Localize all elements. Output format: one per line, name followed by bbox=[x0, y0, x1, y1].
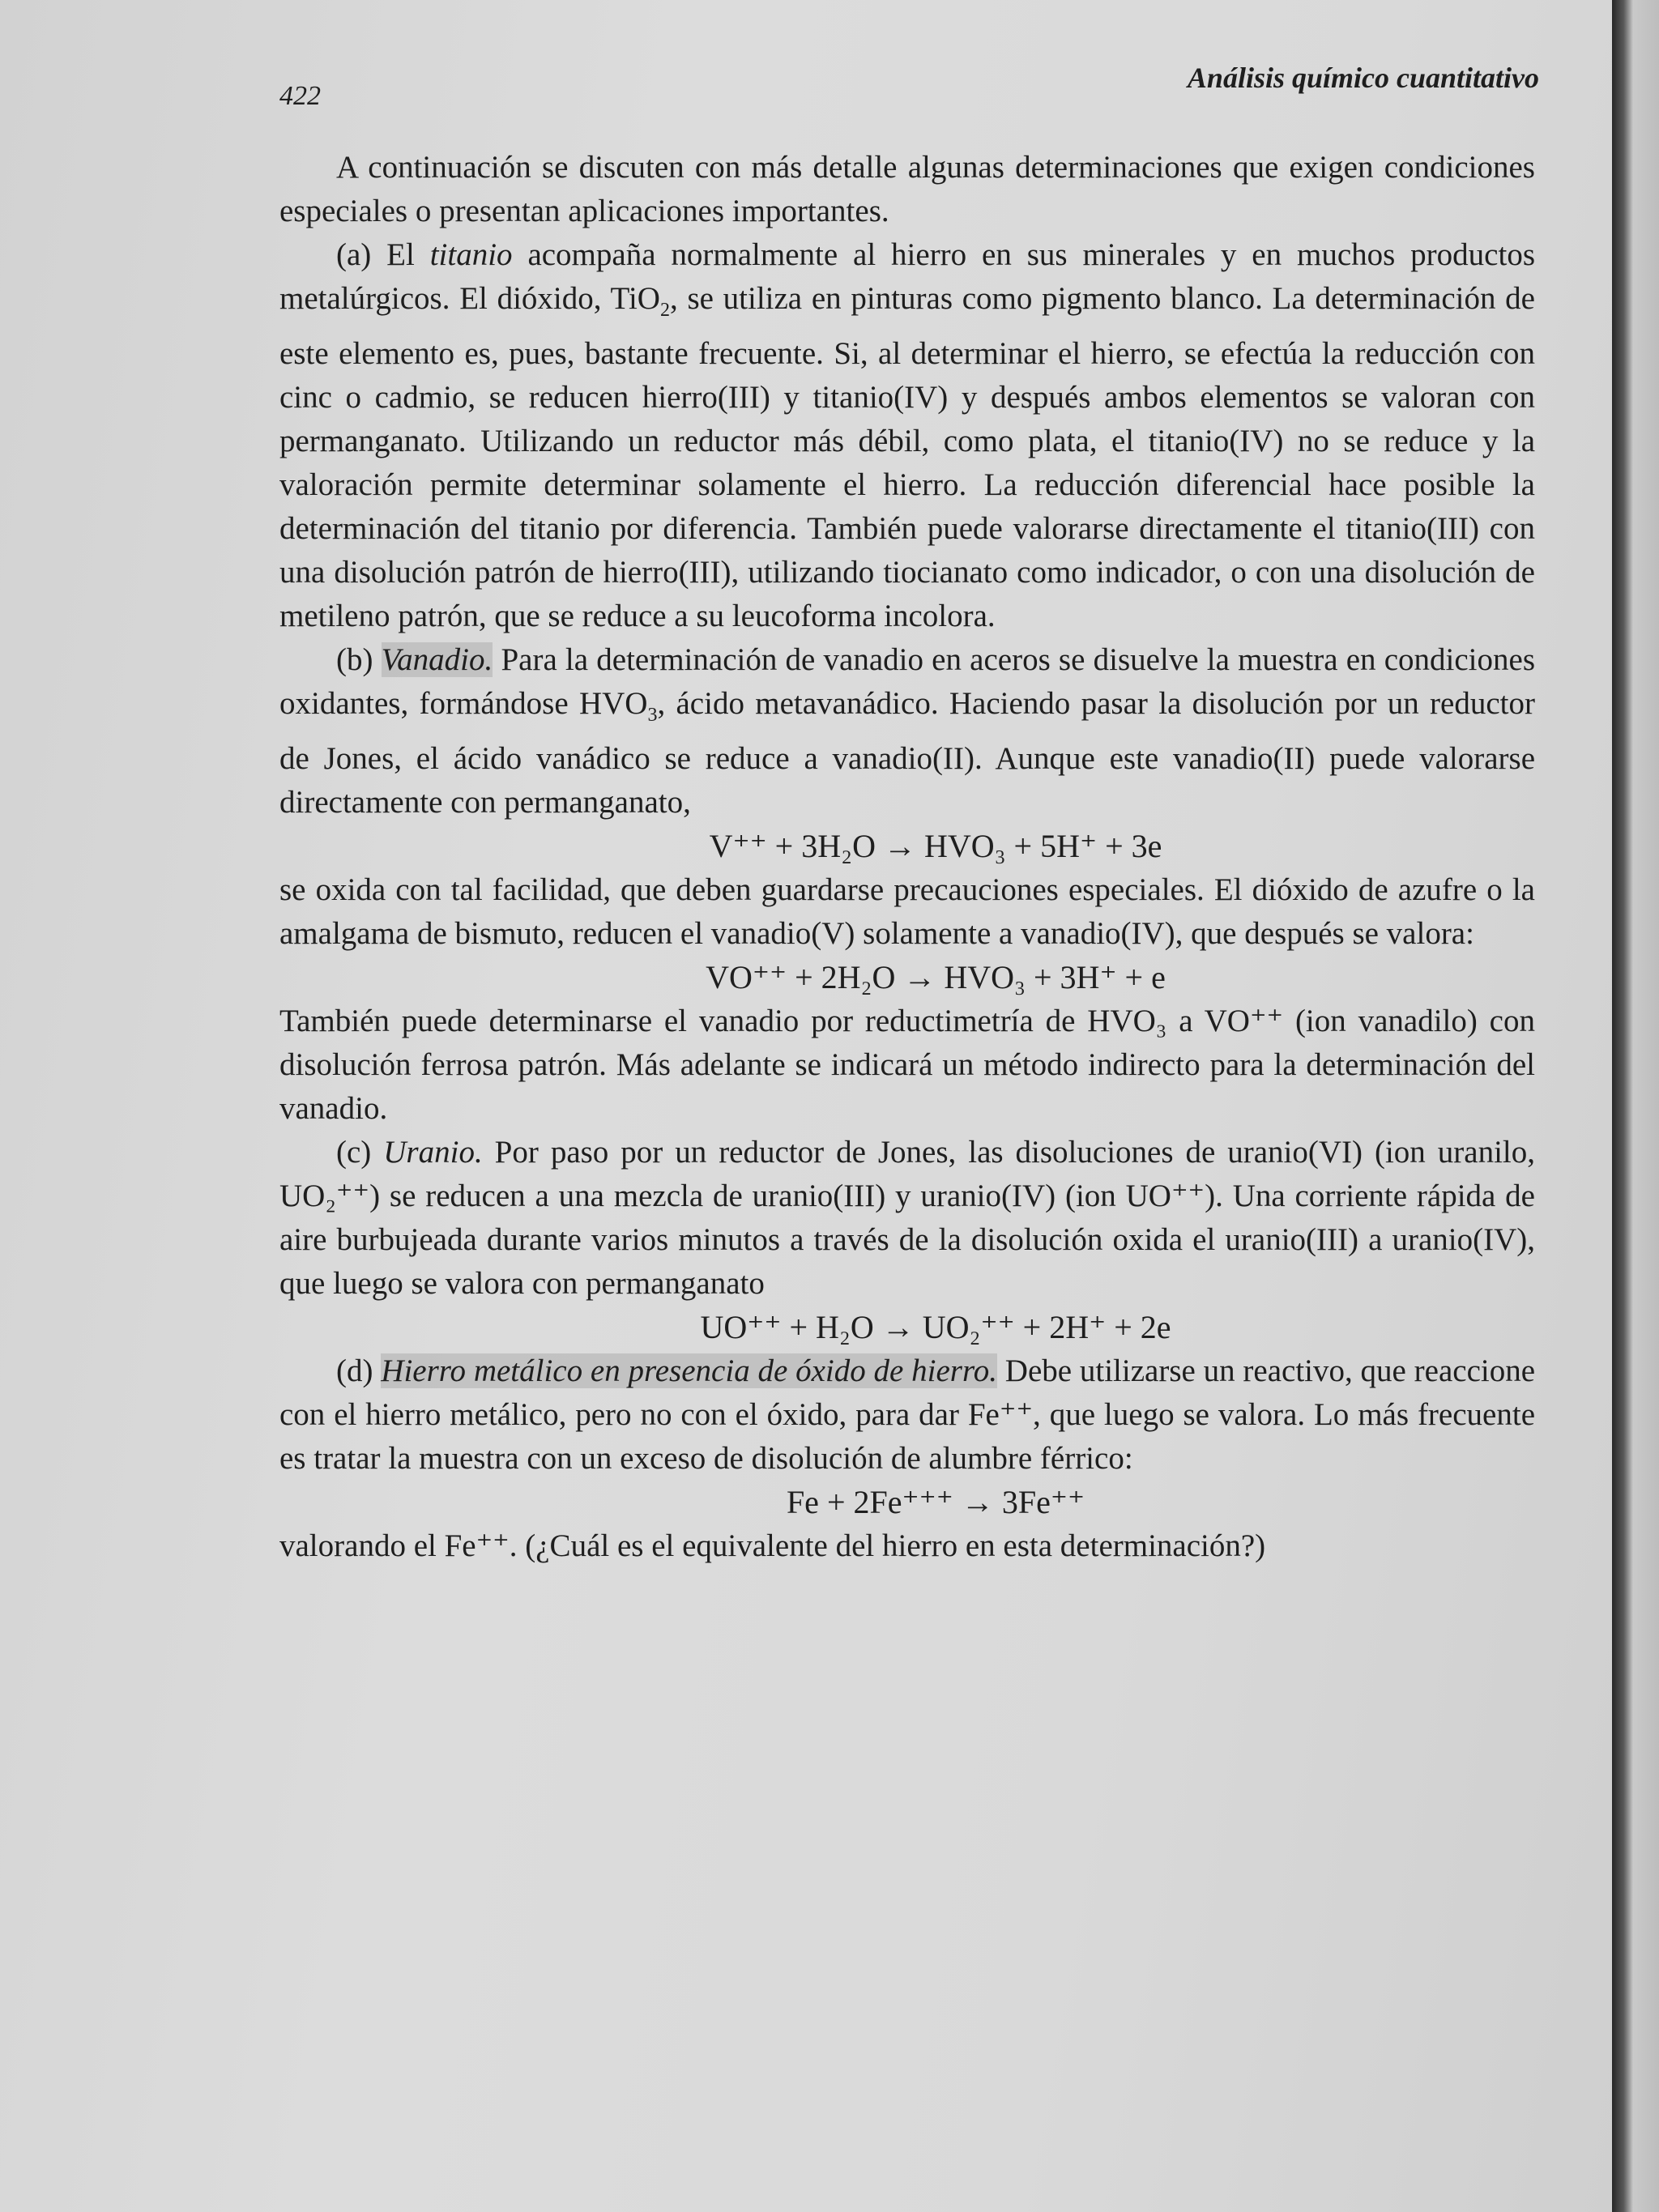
subscript: 3 bbox=[647, 704, 658, 726]
label-b: (b) bbox=[336, 641, 373, 677]
page-header bbox=[279, 57, 1539, 113]
term-vanadio: Vanadio. bbox=[381, 641, 493, 677]
paragraph-a-text-3: , se utiliza en pinturas como pigmento blanco. La determinación de este elemento es, pues, bastante frecuente. Si, al determinar el hierro, se efectúa la reducción con cinc o cadmio, se reducen hierro(III) y titanio(IV) y después ambos elementos se valoran con permanganato. Utilizando un reductor más débil, como plata, el titanio(IV) no se reduce y la valoración permite determinar solamente el hierro. La reducción diferencial hace posible la determinación del titanio por diferencia. También puede valorarse directamente el titanio(III) con una disolución patrón de hierro(III), utilizando tiocianato como indicador, o con una disolución de metileno patrón, que se reduce a su leucoforma incolora. bbox=[279, 281, 1535, 633]
body-text bbox=[279, 146, 1535, 1568]
label-a: (a) bbox=[336, 237, 372, 272]
page-number: 422 bbox=[279, 81, 321, 111]
paragraph-a bbox=[279, 233, 1535, 638]
running-title: Análisis químico cuantitativo bbox=[1187, 62, 1539, 94]
term-titanio: titanio bbox=[429, 237, 513, 272]
intro-paragraph: A continuación se discuten con más detalle algunas determinaciones que exigen condiciones especiales o presentan aplicaciones importantes. bbox=[279, 150, 1535, 228]
paragraph-d-text: Debe utilizarse un reactivo, que reaccione con el hierro metálico, pero no con el óxido, para dar Fe⁺⁺, que luego se valora. Lo más frecuente es tratar la muestra con un exceso de disolución de alumbre férrico: bbox=[279, 1353, 1536, 1476]
equation-4: Fe + 2Fe⁺⁺⁺ → 3Fe⁺⁺ bbox=[786, 1483, 1085, 1520]
paragraph-a-text-2: acompaña normalmente al hierro en sus minerales y en muchos productos metalúrgicos. El dióxido, TiO bbox=[279, 237, 1535, 316]
paragraph-b bbox=[279, 638, 1535, 825]
equation-3: UO⁺⁺ + H₂O → UO₂⁺⁺ + 2H⁺ + 2e bbox=[700, 1308, 1171, 1345]
paragraph-a-text-1: El bbox=[386, 237, 415, 272]
equation-2: VO⁺⁺ + 2H₂O → HVO₃ + 3H⁺ + e bbox=[706, 958, 1166, 995]
paragraph-b-continued: se oxida con tal facilidad, que deben guardarse precauciones especiales. El dióxido de azufre o la amalgama de bismuto, reducen el vanadio(V) solamente a vanadio(IV), que después se valora: bbox=[279, 872, 1535, 951]
paragraph-d bbox=[279, 1349, 1535, 1481]
term-uranio: Uranio. bbox=[383, 1134, 483, 1170]
book-spine bbox=[1612, 0, 1659, 2212]
subscript: 2 bbox=[659, 299, 670, 321]
label-d: (d) bbox=[336, 1353, 373, 1388]
paragraph-d-end: valorando el Fe⁺⁺. (¿Cuál es el equivalente del hierro en esta determinación?) bbox=[279, 1528, 1266, 1563]
equation-1: V⁺⁺ + 3H₂O → HVO₃ + 5H⁺ + 3e bbox=[709, 827, 1162, 864]
paragraph-b-end: También puede determinarse el vanadio por reductimetría de HVO₃ a VO⁺⁺ (ion vanadilo) con disolución ferrosa patrón. Más adelante se indicará un método indirecto para la determinación del vanadio. bbox=[279, 1003, 1535, 1126]
paragraph-c bbox=[279, 1131, 1535, 1306]
paragraph-c-text: Por paso por un reductor de Jones, las disoluciones de uranio(VI) (ion uranilo, UO₂⁺⁺) se reducen a una mezcla de uranio(III) y uranio(IV) (ion UO⁺⁺). Una corriente rápida de aire burbujeada durante varios minutos a través de la disolución oxida el uranio(III) a uranio(IV), que luego se valora con permanganato bbox=[279, 1134, 1535, 1301]
label-c: (c) bbox=[336, 1134, 372, 1170]
paragraph-b-text-1: Para la determinación de vanadio en aceros se disuelve la muestra en condiciones oxidantes, formándose HVO bbox=[279, 641, 1536, 721]
paragraph-b-text-2: , ácido metavanádico. Haciendo pasar la disolución por un reductor de Jones, el ácido vanádico se reduce a vanadio(II). Aunque este vanadio(II) puede valorarse directamente con permanganato, bbox=[279, 685, 1535, 820]
term-hierro-metalico: Hierro metálico en presencia de óxido de hierro. bbox=[381, 1353, 997, 1388]
